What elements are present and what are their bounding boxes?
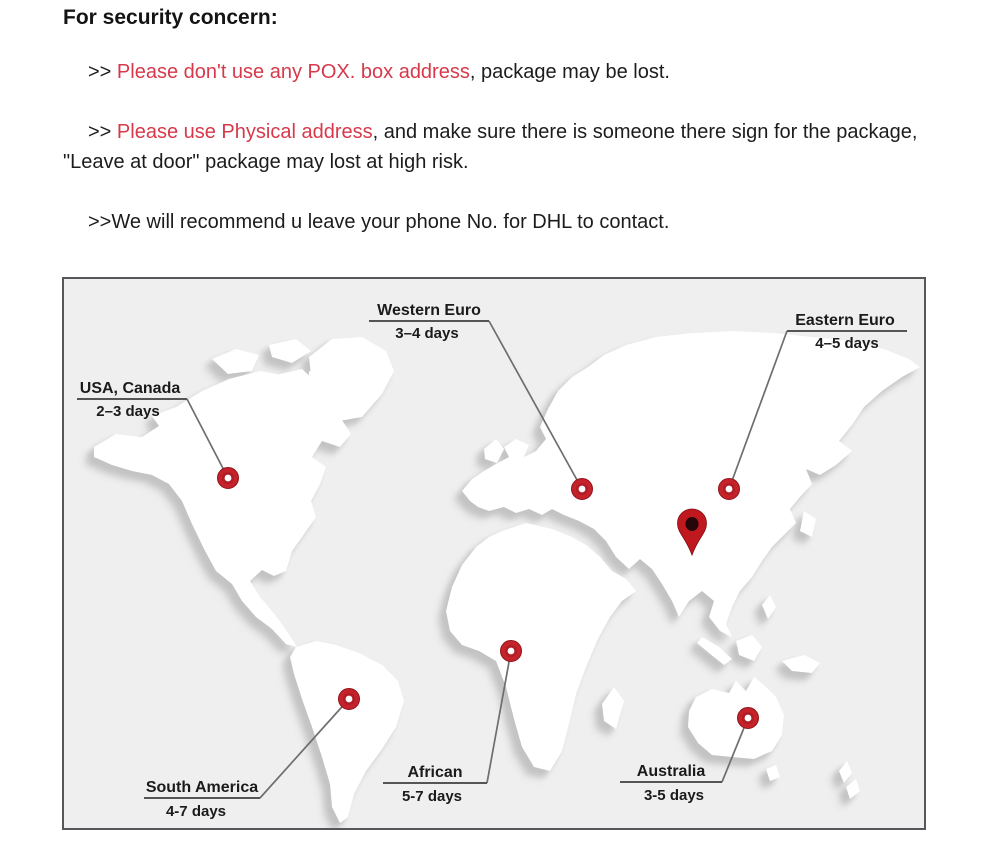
notice-phone-line: >>We will recommend u leave your phone No. for DHL to contact. [88, 211, 670, 233]
region-name: African [407, 764, 463, 781]
label-western-euro [369, 302, 489, 342]
region-name: Australia [636, 763, 706, 780]
pobox-warning-red-text: Please don't use any POX. box address [116, 61, 470, 83]
world-map-continents [94, 331, 920, 823]
new-zealand-shape [839, 761, 852, 783]
region-days: 4–5 days [815, 335, 879, 352]
label-african [383, 764, 487, 805]
region-days: 2–3 days [96, 403, 160, 420]
new-zealand-shape [846, 779, 860, 799]
philippines-shape [762, 595, 776, 619]
label-australia [620, 763, 722, 804]
region-name: Western Euro [377, 302, 481, 319]
notice-pobox-line [63, 57, 925, 87]
new-guinea-shape [782, 655, 820, 673]
region-name: South America [145, 779, 259, 796]
arrow-prefix: >> [88, 121, 117, 143]
arctic-island-shape [269, 339, 311, 363]
marker-western-euro [572, 479, 593, 500]
japan-shape [800, 511, 816, 537]
arctic-island-shape [212, 349, 259, 374]
region-days: 4-7 days [165, 803, 227, 820]
africa-shape [446, 523, 636, 771]
borneo-shape [736, 635, 762, 661]
leader-line-african [487, 651, 511, 783]
region-days: 3-5 days [643, 787, 705, 804]
shipping-map-panel [62, 277, 926, 830]
region-days: 3–4 days [395, 325, 459, 342]
region-name: USA, Canada [79, 380, 181, 397]
physical-address-black-text: , and make sure there is someone there sign for the package, "Leave at door" package may lost at high risk. [63, 121, 918, 173]
marker-australia [738, 708, 759, 729]
south-america-shape [290, 641, 404, 823]
notice-heading: For security concern: [63, 6, 278, 29]
marker-south-america [339, 689, 360, 710]
marker-eastern-euro [719, 479, 740, 500]
pobox-warning-black-text: , package may be lost. [469, 61, 670, 83]
physical-address-red-text: Please use Physical address [116, 121, 373, 143]
security-notice [63, 6, 925, 237]
sumatra-shape [697, 637, 732, 665]
region-days: 5-7 days [401, 788, 463, 805]
region-name: Eastern Euro [795, 312, 895, 329]
notice-physical-address-line [63, 117, 925, 177]
tasmania-shape [766, 765, 780, 781]
label-south-america [144, 779, 260, 820]
world-shipping-map [64, 279, 924, 828]
arrow-prefix: >> [88, 61, 117, 83]
madagascar-shape [602, 687, 624, 729]
marker-african [501, 641, 522, 662]
marker-usa-canada [218, 468, 239, 489]
uk-shape [484, 439, 504, 463]
